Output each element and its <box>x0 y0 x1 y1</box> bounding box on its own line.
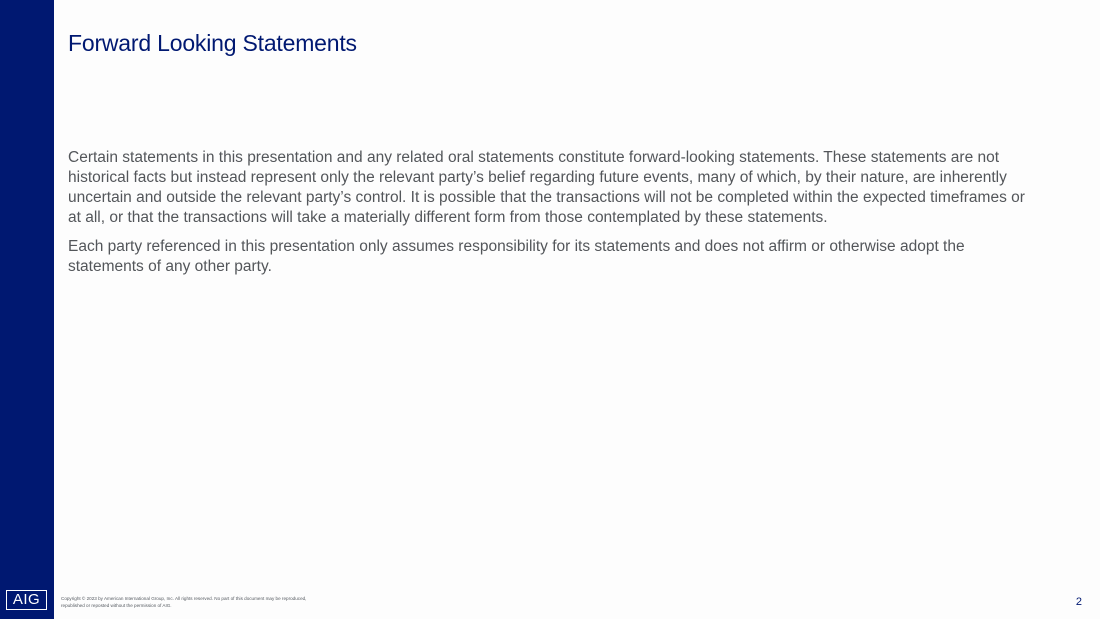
slide-title: Forward Looking Statements <box>68 30 357 56</box>
aig-logo: AIG <box>6 590 47 610</box>
brand-sidebar <box>0 0 54 619</box>
copyright-notice: Copyright © 2023 by American International Group, Inc. All rights reserved. No part of this document may be reproduced, republished or reposted without the permission of AIG. <box>61 596 307 608</box>
body-paragraph: Each party referenced in this presentation only assumes responsibility for its statements and does not affirm or otherwise adopt the statements of any other party. <box>68 238 965 275</box>
page-number: 2 <box>1075 596 1082 608</box>
body-paragraph: Certain statements in this presentation and any related oral statements constitute forward-looking statements. These statements are not historical facts but instead represent only the relevant party’s belief regarding future events, many of which, by their nature, are inherently uncertain and outside the relevant party’s control. It is possible that the transactions will not be completed within the expected timeframes or at all, or that the transactions will take a materially different form from those contemplated by these statements. <box>68 149 1025 226</box>
slide-body <box>68 148 1040 286</box>
